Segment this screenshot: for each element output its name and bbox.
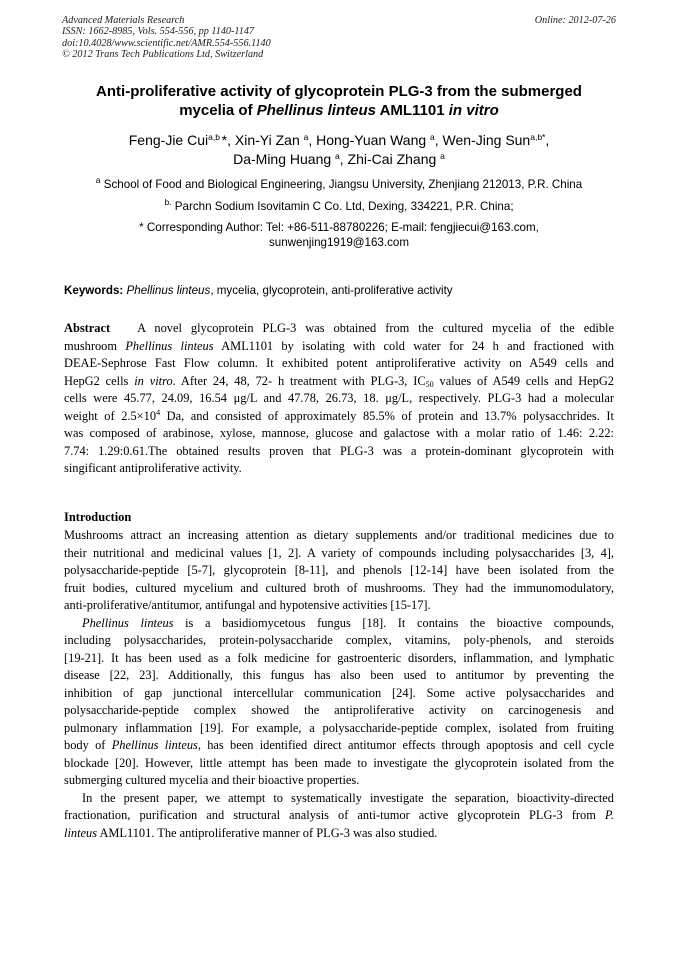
intro-line: [19-21]. It has been used as a folk medicine for gastroenteric disorders, inflammation, and lymphatic	[64, 650, 614, 665]
doi-line: doi:10.4028/www.scientific.net/AMR.554-556.1140	[62, 37, 271, 49]
paper-title	[40, 82, 638, 120]
intro-line	[64, 825, 614, 843]
keyword-species: Phellinus linteus	[126, 284, 211, 297]
author-sup: a	[303, 132, 309, 142]
abstract-text: weight of 2.5×10	[64, 408, 157, 423]
author-name: , Hong-Yuan Wang	[308, 132, 427, 148]
keywords-label: Keywords:	[64, 284, 124, 297]
journal-name: Advanced Materials Research	[62, 15, 185, 26]
affiliation-a	[40, 177, 638, 192]
author-sup: a	[440, 151, 445, 161]
author-list	[40, 131, 638, 169]
affiliation-b	[40, 199, 638, 214]
author-comma: ,	[545, 132, 550, 148]
abstract-text: Da, and consisted of approximately 85.5% of protein and 13.7% polysacchrides. It	[160, 408, 614, 423]
abstract-line: cells were 45.77, 24.09, 16.54 μg/L and 47.78, 26.73, 18. μg/L, respectively. PLG-3 had a molecular	[64, 391, 614, 405]
corresponding-author	[40, 220, 638, 250]
copyright-line: © 2012 Trans Tech Publications Ltd, Switzerland	[62, 49, 264, 61]
intro-text: is a basidiomycetous fungus [18]. It contains the bioactive compounds,	[173, 615, 614, 630]
intro-line: polysaccharide-peptide complex showed the antiproliferative activity on carcinogenesis and	[64, 703, 614, 717]
title-text: mycelia of	[179, 102, 257, 119]
author-name: , Zhi-Cai Zhang	[339, 151, 437, 167]
affiliation-text: Parchn Sodium Isovitamin C Co. Ltd, Dexing, 334221, P.R. China;	[174, 200, 514, 213]
abstract-species: Phellinus linteus	[125, 338, 214, 353]
author-line-1	[40, 131, 638, 150]
author-name: , Xin-Yi Zan	[227, 132, 300, 148]
intro-line	[64, 807, 614, 825]
affiliation-text: School of Food and Biological Engineering, Jiangsu University, Zhenjiang 212013, P.R. China	[103, 178, 583, 191]
title-species: Phellinus linteus	[256, 102, 376, 119]
abstract-text: AML1101 by isolating with cold water for 24 h and fractioned with	[213, 338, 614, 353]
keywords-list: , mycelia, glycoprotein, anti-proliferative activity	[210, 284, 453, 297]
abstract-text: . After 24, 48, 72- h treatment with PLG-3, IC	[172, 373, 426, 388]
title-line-2	[40, 101, 638, 120]
author-sup: a	[335, 151, 340, 161]
introduction-body	[64, 527, 614, 842]
intro-line: submerging cultured mycelia and their bioactive properties.	[64, 773, 360, 787]
affiliation-mark: a	[95, 175, 101, 185]
abstract-in-vitro: in vitro	[134, 373, 173, 388]
abstract-line	[64, 373, 614, 391]
exponent: 4	[156, 407, 161, 417]
author-sup: a,b	[208, 132, 222, 142]
intro-line: Mushrooms attract an increasing attention as dietary supplements and/or traditional medicines due to	[64, 528, 614, 542]
intro-line: fruit bodies, cultured mycelium and cultured broth of mushrooms. They had the immunomodulatory,	[64, 580, 614, 595]
ic50-subscript: 50	[425, 379, 434, 389]
intro-text: body of	[64, 738, 112, 752]
intro-line: anti-proliferative/antitumor, antifungal and hypotensive activities [15-17].	[64, 598, 431, 612]
online-date: Online: 2012-07-26	[534, 15, 616, 26]
abstract-text: mushroom	[64, 338, 126, 353]
intro-text: AML1101. The antiproliferative manner of PLG-3 was also studied.	[97, 825, 438, 840]
intro-species: Phellinus linteus	[82, 615, 174, 630]
intro-line: pulmonary inflammation [19]. For example, a polysaccharide-peptide complex, isolated from fruiting	[64, 720, 614, 735]
abstract-text: HepG2 cells	[64, 373, 135, 388]
intro-line: inhibition of gap junctional intercellular communication [24]. Some active polysaccharides and	[64, 685, 614, 700]
title-in-vitro: in vitro	[448, 102, 499, 119]
intro-species: linteus	[64, 825, 98, 840]
corresponding-line-1: * Corresponding Author: Tel: +86-511-88780226; E-mail: fengjiecui@163.com,	[139, 221, 539, 234]
abstract-text: values of A549 cells and HepG2	[433, 373, 614, 388]
author-star: *	[221, 132, 228, 148]
intro-species: Phellinus linteus	[111, 738, 198, 752]
intro-line	[64, 737, 614, 755]
author-sup: a,b*	[530, 132, 546, 142]
author-line-2	[40, 150, 638, 169]
abstract-text: A novel glycoprotein PLG-3 was obtained from the cultured mycelia of the edible	[137, 321, 614, 335]
title-text: AML1101	[375, 102, 449, 119]
author-sup: a	[430, 132, 435, 142]
journal-header	[62, 15, 616, 61]
abstract	[64, 320, 614, 478]
intro-text: fractionation, purification and structural analysis of anti-tumor active glycoprotein PLG-3 from	[64, 808, 605, 822]
author-name: Da-Ming Huang	[233, 151, 332, 167]
intro-text: , has been identified direct antitumor effects through apoptosis and cell cycle	[197, 738, 614, 752]
intro-species: P.	[604, 808, 614, 822]
abstract-line	[64, 408, 614, 426]
abstract-line	[64, 338, 614, 356]
abstract-line: singificant antiproliferative activity.	[64, 461, 242, 475]
intro-line: disease [22, 23]. Additionally, this fungus has also been used to antitumor by preventing the	[64, 668, 614, 682]
intro-line: blockade [20]. However, little attempt has been made to investigate the glycoprotein isolated from the	[64, 755, 614, 770]
intro-line: polysaccharide-peptide [5-7], glycoprotein [8-11], and phenols [12-14] have been isolated from the	[64, 563, 614, 577]
intro-line: their nutritional and medicinal values [1, 2]. A variety of compounds including polysaccharides [3, 4],	[64, 545, 614, 560]
author-name: Feng-Jie Cui	[128, 132, 209, 148]
title-line-1: Anti-proliferative activity of glycoprotein PLG-3 from the submerged	[96, 83, 582, 100]
abstract-line: DEAE-Sephrose Fast Flow column. It exhibited potent antiproliferative activity on A549 cells and	[64, 356, 614, 370]
issn-line: ISSN: 1662-8985, Vols. 554-556, pp 1140-1147	[62, 26, 255, 38]
author-name: , Wen-Jing Sun	[434, 132, 531, 148]
corresponding-email: sunwenjing1919@163.com	[268, 236, 410, 249]
abstract-line: was composed of arabinose, xylose, mannose, glucose and galactose with a molar ratio of 1.46: 2.22:	[64, 426, 614, 440]
abstract-label: Abstract	[64, 321, 111, 335]
affiliation-mark: b.	[164, 197, 172, 207]
intro-line	[64, 615, 614, 633]
abstract-line	[64, 320, 614, 338]
intro-line: including polysaccharides, protein-polysaccharide complex, vitamins, poly-phenols, and steroids	[64, 633, 614, 647]
keywords	[64, 284, 616, 297]
introduction-heading: Introduction	[64, 510, 132, 524]
abstract-line: 7.74: 1.29:0.61.The obtained results proven that PLG-3 was a protein-dominant glycoprotein with	[64, 443, 614, 458]
intro-line: In the present paper, we attempt to systematically investigate the separation, bioactivity-directed	[82, 790, 614, 805]
